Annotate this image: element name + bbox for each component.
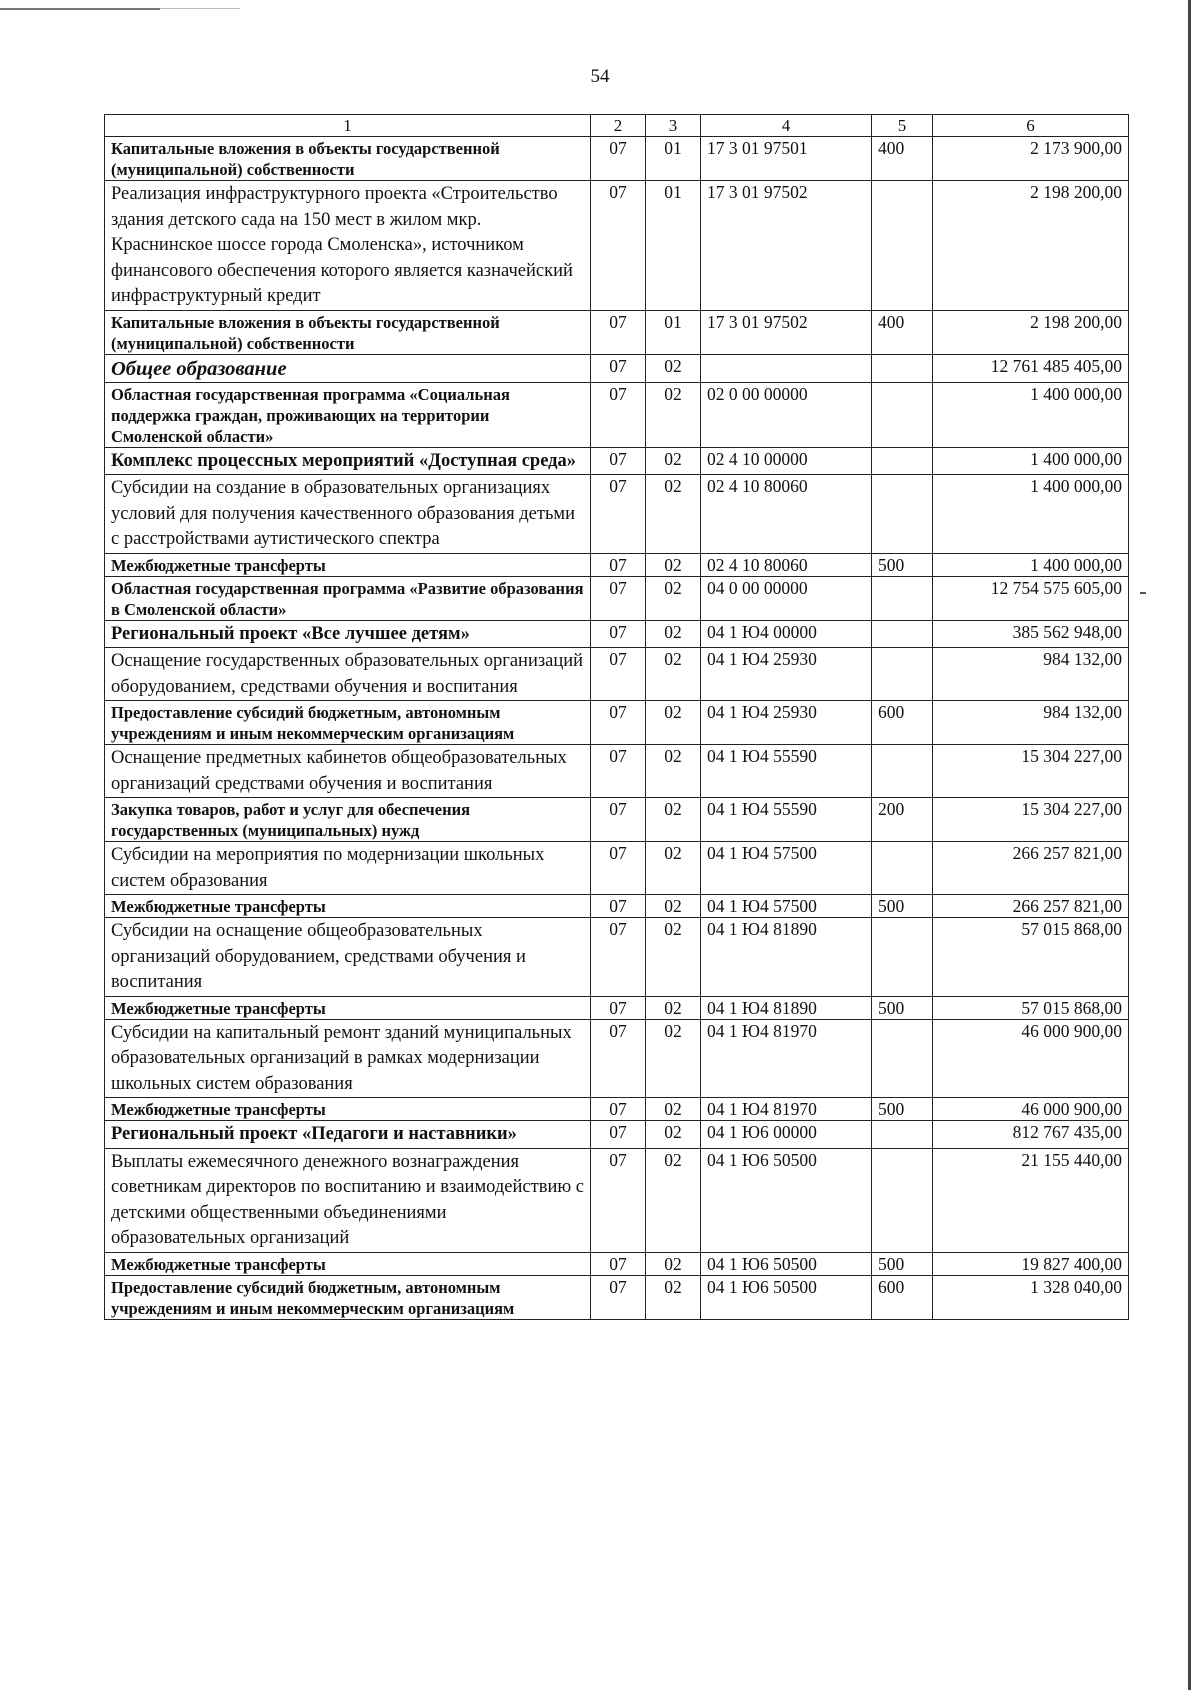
header-cell-4: 4 [701,115,872,137]
table-row [105,648,1129,701]
header-cell-2: 2 [591,115,646,137]
table-row [105,310,1129,354]
subsection-code-cell: 02 [646,701,701,745]
table-row [105,1148,1129,1252]
target-article-cell: 17 3 01 97502 [701,310,872,354]
header-cell-5: 5 [872,115,933,137]
table-row [105,1019,1129,1098]
row-name-cell: Субсидии на мероприятия по модернизации школьных систем образования [105,842,591,895]
expense-type-cell: 500 [872,1252,933,1275]
subsection-code-cell: 01 [646,310,701,354]
table-row [105,181,1129,311]
section-code-cell: 07 [591,382,646,447]
row-name-cell: Предоставление субсидий бюджетным, автономным учреждениям и иным некоммерческим организациям [105,701,591,745]
target-article-cell: 04 0 00 00000 [701,576,872,620]
section-code-cell: 07 [591,576,646,620]
section-code-cell: 07 [591,620,646,648]
scan-artifact-line [160,8,240,9]
table-row [105,1121,1129,1149]
row-name-cell: Межбюджетные трансферты [105,1252,591,1275]
amount-cell: 21 155 440,00 [933,1148,1129,1252]
section-code-cell: 07 [591,1252,646,1275]
row-name-cell: Субсидии на капитальный ремонт зданий муниципальных образовательных организаций в рамках модернизации школьных систем образования [105,1019,591,1098]
section-code-cell: 07 [591,1148,646,1252]
target-article-cell: 04 1 Ю4 55590 [701,798,872,842]
subsection-code-cell: 02 [646,382,701,447]
expense-type-cell [872,745,933,798]
header-cell-6: 6 [933,115,1129,137]
expense-type-cell: 600 [872,1275,933,1319]
table-row [105,918,1129,997]
expense-type-cell: 600 [872,701,933,745]
subsection-code-cell: 02 [646,1019,701,1098]
table-row [105,798,1129,842]
amount-cell: 12 754 575 605,00 [933,576,1129,620]
expense-type-cell [872,842,933,895]
table-row [105,137,1129,181]
amount-cell: 15 304 227,00 [933,798,1129,842]
section-code-cell: 07 [591,648,646,701]
expense-type-cell [872,648,933,701]
subsection-code-cell: 02 [646,842,701,895]
table-row [105,475,1129,554]
subsection-code-cell: 02 [646,1098,701,1121]
expense-type-cell [872,382,933,447]
target-article-cell [701,354,872,382]
target-article-cell: 04 1 Ю4 00000 [701,620,872,648]
row-name-cell: Межбюджетные трансферты [105,996,591,1019]
subsection-code-cell: 02 [646,354,701,382]
target-article-cell: 04 1 Ю4 81890 [701,918,872,997]
target-article-cell: 02 4 10 80060 [701,553,872,576]
expense-type-cell [872,620,933,648]
row-name-cell: Общее образование [105,354,591,382]
row-name-cell: Предоставление субсидий бюджетным, автономным учреждениям и иным некоммерческим организациям [105,1275,591,1319]
scan-artifact-line [0,8,160,10]
target-article-cell: 04 1 Ю4 81890 [701,996,872,1019]
target-article-cell: 02 0 00 00000 [701,382,872,447]
subsection-code-cell: 02 [646,1275,701,1319]
row-name-cell: Оснащение предметных кабинетов общеобразовательных организаций средствами обучения и воспитания [105,745,591,798]
amount-cell: 1 400 000,00 [933,382,1129,447]
amount-cell: 984 132,00 [933,701,1129,745]
expense-type-cell: 500 [872,1098,933,1121]
row-name-cell: Закупка товаров, работ и услуг для обеспечения государственных (муниципальных) нужд [105,798,591,842]
target-article-cell: 04 1 Ю4 57500 [701,895,872,918]
subsection-code-cell: 02 [646,475,701,554]
table-row [105,382,1129,447]
row-name-cell: Оснащение государственных образовательных организаций оборудованием, средствами обучения и воспитания [105,648,591,701]
amount-cell: 2 198 200,00 [933,181,1129,311]
subsection-code-cell: 02 [646,1252,701,1275]
table-row [105,701,1129,745]
subsection-code-cell: 02 [646,576,701,620]
expense-type-cell [872,447,933,475]
section-code-cell: 07 [591,1019,646,1098]
expense-type-cell [872,576,933,620]
table-header-row [105,115,1129,137]
subsection-code-cell: 01 [646,181,701,311]
section-code-cell: 07 [591,1098,646,1121]
row-name-cell: Областная государственная программа «Развитие образования в Смоленской области» [105,576,591,620]
section-code-cell: 07 [591,181,646,311]
amount-cell: 1 400 000,00 [933,553,1129,576]
row-name-cell: Региональный проект «Педагоги и наставники» [105,1121,591,1149]
amount-cell: 57 015 868,00 [933,918,1129,997]
subsection-code-cell: 02 [646,1148,701,1252]
expense-type-cell: 200 [872,798,933,842]
table-row [105,576,1129,620]
subsection-code-cell: 02 [646,798,701,842]
target-article-cell: 04 1 Ю6 00000 [701,1121,872,1149]
row-name-cell: Комплекс процессных мероприятий «Доступная среда» [105,447,591,475]
subsection-code-cell: 02 [646,1121,701,1149]
amount-cell: 19 827 400,00 [933,1252,1129,1275]
expense-type-cell: 500 [872,895,933,918]
expense-type-cell [872,1148,933,1252]
row-name-cell: Выплаты ежемесячного денежного вознаграждения советникам директоров по воспитанию и взаимодействию с детскими общественными объединениями образовательных организаций [105,1148,591,1252]
target-article-cell: 04 1 Ю6 50500 [701,1252,872,1275]
expense-type-cell: 500 [872,553,933,576]
header-cell-1: 1 [105,115,591,137]
amount-cell: 15 304 227,00 [933,745,1129,798]
target-article-cell: 04 1 Ю4 57500 [701,842,872,895]
expense-type-cell: 500 [872,996,933,1019]
subsection-code-cell: 02 [646,553,701,576]
target-article-cell: 02 4 10 80060 [701,475,872,554]
expense-type-cell [872,1019,933,1098]
subsection-code-cell: 02 [646,895,701,918]
expense-type-cell [872,181,933,311]
target-article-cell: 02 4 10 00000 [701,447,872,475]
section-code-cell: 07 [591,354,646,382]
target-article-cell: 04 1 Ю4 25930 [701,701,872,745]
section-code-cell: 07 [591,1275,646,1319]
subsection-code-cell: 02 [646,918,701,997]
row-name-cell: Капитальные вложения в объекты государственной (муниципальной) собственности [105,137,591,181]
table-row [105,620,1129,648]
row-name-cell: Региональный проект «Все лучшее детям» [105,620,591,648]
amount-cell: 12 761 485 405,00 [933,354,1129,382]
section-code-cell: 07 [591,475,646,554]
row-name-cell: Субсидии на оснащение общеобразовательных организаций оборудованием, средствами обучения и воспитания [105,918,591,997]
target-article-cell: 17 3 01 97501 [701,137,872,181]
row-name-cell: Субсидии на создание в образовательных организациях условий для получения качественного образования детьми с расстройствами аутистического спектра [105,475,591,554]
table-row [105,354,1129,382]
section-code-cell: 07 [591,918,646,997]
table-row [105,1275,1129,1319]
table-row [105,1098,1129,1121]
amount-cell: 1 328 040,00 [933,1275,1129,1319]
amount-cell: 385 562 948,00 [933,620,1129,648]
section-code-cell: 07 [591,447,646,475]
page-number: 54 [590,66,610,87]
table-row [105,842,1129,895]
row-name-cell: Областная государственная программа «Социальная поддержка граждан, проживающих на территории Смоленской области» [105,382,591,447]
target-article-cell: 04 1 Ю4 25930 [701,648,872,701]
section-code-cell: 07 [591,1121,646,1149]
section-code-cell: 07 [591,553,646,576]
section-code-cell: 07 [591,745,646,798]
row-name-cell: Реализация инфраструктурного проекта «Строительство здания детского сада на 150 мест в жилом мкр. Краснинское шоссе города Смоленска», источником финансового обеспечения которого является казначейский инфраструктурный кредит [105,181,591,311]
amount-cell: 1 400 000,00 [933,447,1129,475]
table-row [105,895,1129,918]
amount-cell: 984 132,00 [933,648,1129,701]
subsection-code-cell: 01 [646,137,701,181]
scan-speck [1140,592,1146,594]
budget-table [104,114,1129,1320]
amount-cell: 46 000 900,00 [933,1019,1129,1098]
subsection-code-cell: 02 [646,745,701,798]
section-code-cell: 07 [591,842,646,895]
target-article-cell: 04 1 Ю6 50500 [701,1148,872,1252]
amount-cell: 266 257 821,00 [933,895,1129,918]
target-article-cell: 04 1 Ю4 81970 [701,1019,872,1098]
target-article-cell: 17 3 01 97502 [701,181,872,311]
subsection-code-cell: 02 [646,620,701,648]
target-article-cell: 04 1 Ю4 55590 [701,745,872,798]
amount-cell: 2 198 200,00 [933,310,1129,354]
section-code-cell: 07 [591,895,646,918]
row-name-cell: Межбюджетные трансферты [105,1098,591,1121]
section-code-cell: 07 [591,996,646,1019]
table-row [105,996,1129,1019]
target-article-cell: 04 1 Ю6 50500 [701,1275,872,1319]
subsection-code-cell: 02 [646,447,701,475]
row-name-cell: Межбюджетные трансферты [105,895,591,918]
expense-type-cell [872,475,933,554]
header-cell-3: 3 [646,115,701,137]
amount-cell: 1 400 000,00 [933,475,1129,554]
amount-cell: 57 015 868,00 [933,996,1129,1019]
section-code-cell: 07 [591,798,646,842]
expense-type-cell [872,354,933,382]
table-row [105,1252,1129,1275]
table-row [105,553,1129,576]
subsection-code-cell: 02 [646,648,701,701]
amount-cell: 812 767 435,00 [933,1121,1129,1149]
expense-type-cell [872,918,933,997]
table-row [105,447,1129,475]
amount-cell: 2 173 900,00 [933,137,1129,181]
page-edge-shadow [1188,0,1191,1690]
section-code-cell: 07 [591,137,646,181]
expense-type-cell: 400 [872,310,933,354]
expense-type-cell [872,1121,933,1149]
row-name-cell: Капитальные вложения в объекты государственной (муниципальной) собственности [105,310,591,354]
subsection-code-cell: 02 [646,996,701,1019]
section-code-cell: 07 [591,701,646,745]
amount-cell: 266 257 821,00 [933,842,1129,895]
target-article-cell: 04 1 Ю4 81970 [701,1098,872,1121]
row-name-cell: Межбюджетные трансферты [105,553,591,576]
table-row [105,745,1129,798]
amount-cell: 46 000 900,00 [933,1098,1129,1121]
section-code-cell: 07 [591,310,646,354]
expense-type-cell: 400 [872,137,933,181]
